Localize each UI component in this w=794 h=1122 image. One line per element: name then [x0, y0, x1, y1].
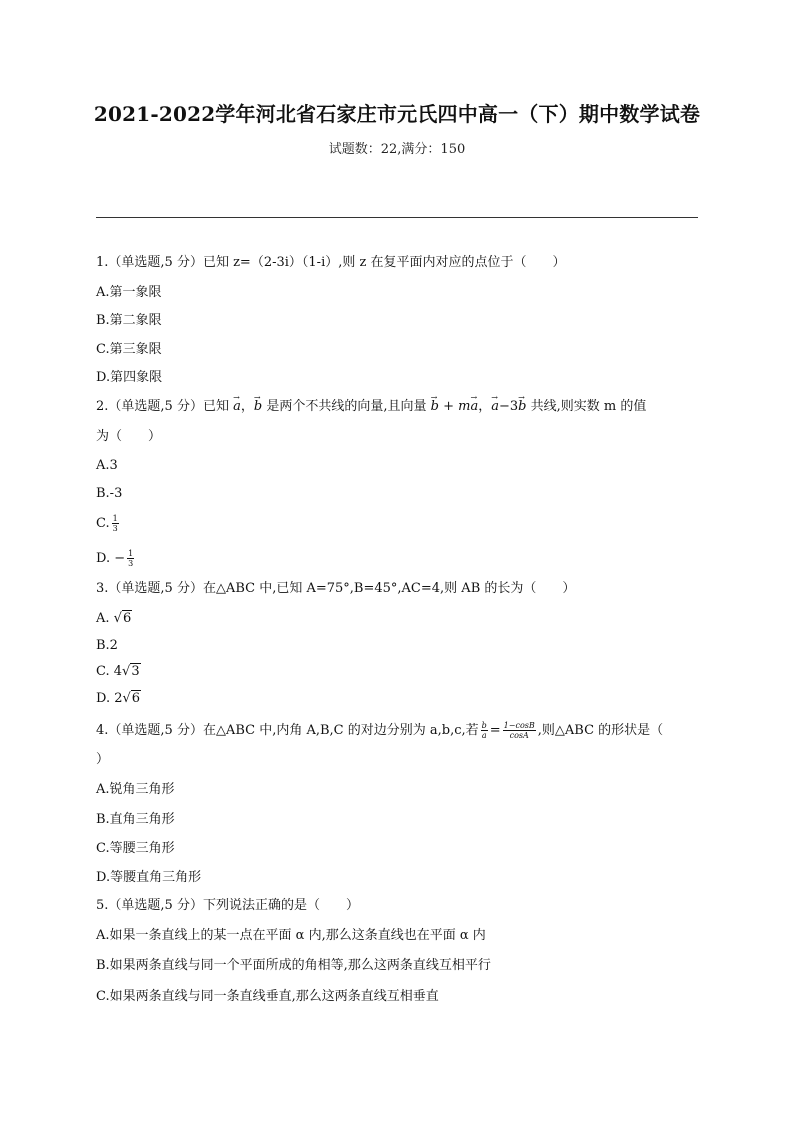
- question-3-stem: 3.（单选题,5 分）在△ABC 中,已知 A=75°,B=45°,AC=4,则 AB 的长为（ ）: [96, 581, 576, 596]
- question-2-stem-cont: 为（ ）: [96, 429, 162, 444]
- question-4-suffix: ,则△ABC 的形状是（: [537, 723, 664, 738]
- question-4-option-c: C.等腰三角形: [96, 841, 175, 856]
- question-3-option-a: [96, 610, 132, 628]
- expr-plus-m: + m: [438, 399, 471, 414]
- fraction-neg-one-third: $\frac{1}{3}$: [128, 549, 134, 568]
- vector-a-2: → a: [470, 398, 478, 416]
- sqrt-6: √6: [113, 611, 132, 626]
- vector-b-3: → b: [518, 398, 526, 416]
- question-1-stem: 1.（单选题,5 分）已知 z=（2-3i）（1-i）,则 z 在复平面内对应的点位于（ ）: [96, 255, 566, 270]
- fraction-one-third: $\frac{1}{3}$: [112, 514, 118, 533]
- question-5-option-c: C.如果两条直线与同一条直线垂直,那么这两条直线互相垂直: [96, 989, 439, 1004]
- question-5-option-a: A.如果一条直线上的某一点在平面 α 内,那么这条直线也在平面 α 内: [96, 928, 486, 943]
- option-c-label: C.: [96, 516, 110, 531]
- vector-b: → b: [254, 398, 262, 416]
- question-3-option-d: [96, 690, 141, 708]
- option-c-label: C. 4: [96, 664, 123, 679]
- question-2-sep: ，: [240, 399, 254, 414]
- equals-sign: =: [489, 723, 501, 738]
- question-5-stem: 5.（单选题,5 分）下列说法正确的是（ ）: [96, 898, 359, 913]
- header-divider: [96, 217, 698, 218]
- sqrt-6-b: √6: [122, 691, 141, 706]
- question-1-option-c: C.第三象限: [96, 342, 162, 357]
- question-2-option-a: A.3: [96, 458, 118, 473]
- question-4-option-d: D.等腰直角三角形: [96, 870, 202, 885]
- option-d-label: D. 2: [96, 691, 123, 706]
- exam-subtitle: 试题数：22,满分：150: [328, 142, 466, 157]
- question-4-prefix: 4.（单选题,5 分）在△ABC 中,内角 A,B,C 的对边分别为 a,b,c,若: [96, 723, 479, 738]
- question-2-suffix: 共线,则实数 m 的值: [530, 399, 647, 414]
- question-2-option-d: [96, 549, 136, 568]
- question-1-option-a: A.第一象限: [96, 285, 162, 300]
- vector-b-2: → b: [431, 398, 439, 416]
- question-2-prefix: 2.（单选题,5 分）已知: [96, 399, 229, 414]
- expr-minus-3: −3: [498, 399, 519, 414]
- fraction-cos: $\frac{1-\cos B}{\cos A}$: [503, 721, 535, 740]
- question-4-stem-cont: ）: [96, 752, 110, 767]
- question-1-option-b: B.第二象限: [96, 313, 162, 328]
- question-4-option-b: B.直角三角形: [96, 812, 175, 827]
- question-2-option-b: B.-3: [96, 486, 123, 501]
- sqrt-3: √3: [122, 664, 140, 679]
- question-4-option-a: A.锐角三角形: [96, 782, 175, 797]
- question-4-stem: [96, 721, 663, 740]
- question-2-stem: [96, 398, 646, 416]
- question-2-sep2: ，: [478, 399, 492, 414]
- vector-a-3: → a: [491, 398, 499, 416]
- question-2-mid: 是两个不共线的向量,且向量: [266, 399, 427, 414]
- question-1-option-d: D.第四象限: [96, 370, 163, 385]
- vector-a: → a: [233, 398, 241, 416]
- question-3-option-c: [96, 663, 141, 681]
- option-a-label: A.: [96, 611, 110, 626]
- question-2-option-c: [96, 514, 121, 533]
- exam-title: 2021-2022学年河北省石家庄市元氏四中高一（下）期中数学试卷: [93, 102, 701, 126]
- question-3-option-b: B.2: [96, 638, 118, 653]
- fraction-b-over-a: $\frac{b}{a}$: [481, 721, 487, 740]
- option-d-label: D. −: [96, 551, 126, 566]
- question-5-option-b: B.如果两条直线与同一个平面所成的角相等,那么这两条直线互相平行: [96, 958, 491, 973]
